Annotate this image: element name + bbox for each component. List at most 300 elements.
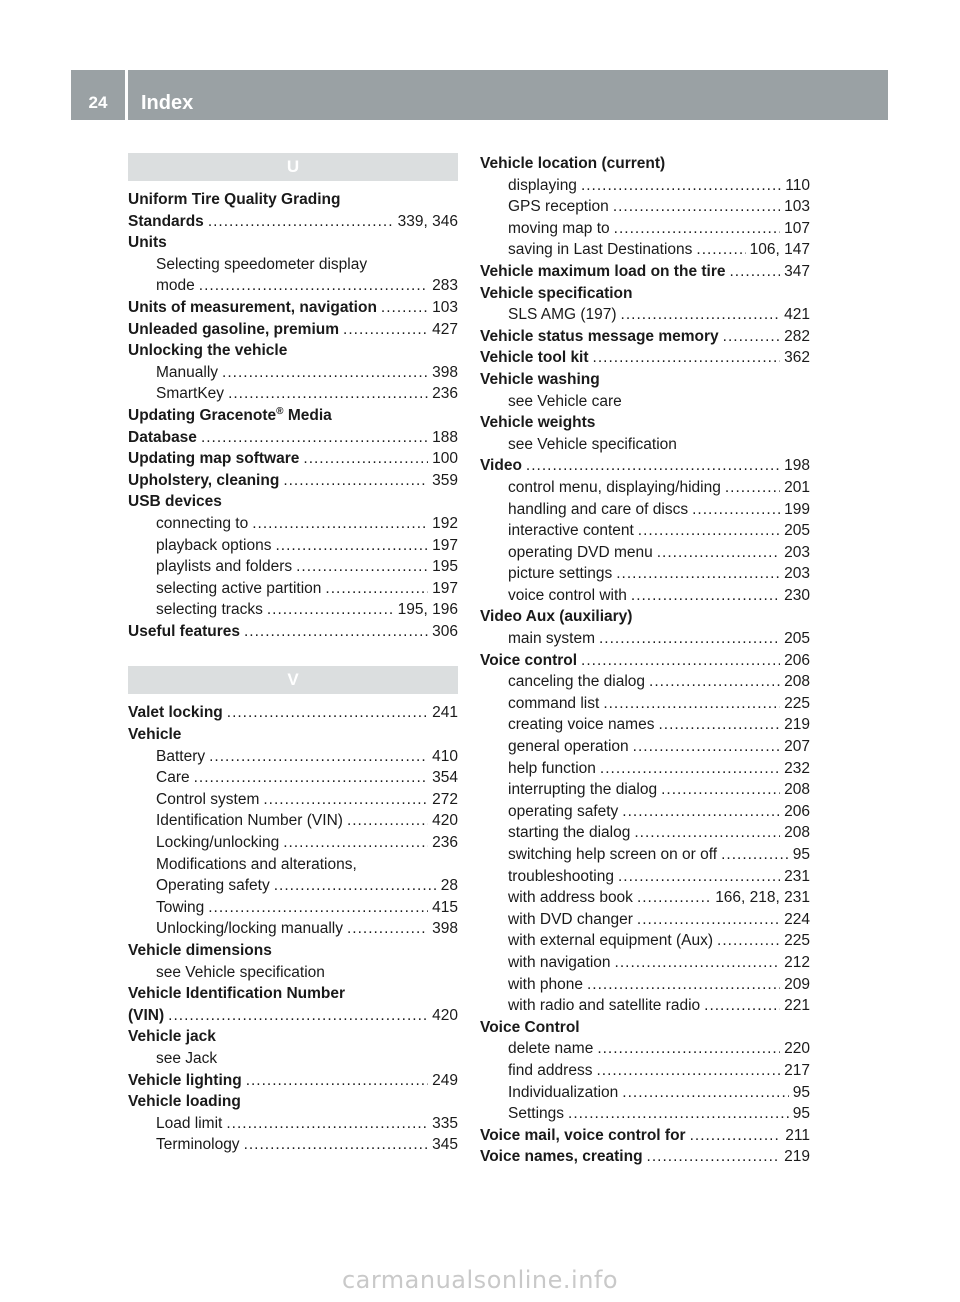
entry-text: creating voice names bbox=[508, 716, 655, 734]
page-ref: 421 bbox=[784, 306, 810, 324]
index-subentry bbox=[480, 1103, 810, 1125]
page-ref: 195 bbox=[432, 558, 458, 576]
index-subtext-text: see Vehicle specification bbox=[508, 435, 677, 453]
index-entry bbox=[128, 702, 458, 724]
index-subentry bbox=[128, 1134, 458, 1156]
index-subentry bbox=[480, 1082, 810, 1104]
page-ref: 410 bbox=[432, 747, 458, 765]
index-subentry bbox=[480, 1060, 810, 1082]
entry-text: Useful features bbox=[128, 622, 240, 640]
entry-text: picture settings bbox=[508, 565, 613, 583]
index-subentry bbox=[128, 832, 458, 854]
index-heading bbox=[128, 232, 458, 254]
page-ref: 103 bbox=[432, 298, 458, 316]
dot-leader bbox=[621, 304, 781, 326]
page-ref: 217 bbox=[784, 1061, 810, 1079]
page-ref: 95 bbox=[792, 1105, 810, 1123]
entry-text: interactive content bbox=[508, 522, 634, 540]
dot-leader bbox=[252, 513, 428, 535]
entry-text: Vehicle lighting bbox=[128, 1071, 242, 1089]
index-heading-text: Voice Control bbox=[480, 1018, 580, 1036]
index-subentry bbox=[128, 897, 458, 919]
entry-text: with external equipment (Aux) bbox=[508, 932, 714, 950]
entry-text: (VIN) bbox=[128, 1006, 165, 1024]
entry-text: with address book bbox=[508, 889, 633, 907]
entry-text: with radio and satellite radio bbox=[508, 997, 701, 1015]
page-ref: 427 bbox=[432, 320, 458, 338]
index-heading bbox=[128, 405, 458, 427]
index-subentry bbox=[480, 779, 810, 801]
entry-text: Individualization bbox=[508, 1083, 619, 1101]
entry-text: Vehicle maximum load on the tire bbox=[480, 262, 726, 280]
dot-leader bbox=[568, 1103, 789, 1125]
header-separator bbox=[125, 70, 128, 120]
index-subentry bbox=[480, 671, 810, 693]
index-subentry bbox=[128, 362, 458, 384]
dot-leader bbox=[596, 1060, 780, 1082]
index-subentry bbox=[128, 746, 458, 768]
page-ref: 100 bbox=[432, 450, 458, 468]
index-heading bbox=[128, 724, 458, 746]
index-entry bbox=[480, 326, 810, 348]
entry-text: Voice names, creating bbox=[480, 1148, 643, 1166]
index-entry bbox=[480, 1146, 810, 1168]
dot-leader bbox=[263, 789, 428, 811]
dot-leader bbox=[201, 427, 428, 449]
page-ref: 205 bbox=[784, 630, 810, 648]
entry-text: Care bbox=[156, 769, 190, 787]
page-ref: 208 bbox=[784, 673, 810, 691]
dot-leader bbox=[725, 477, 780, 499]
index-entry bbox=[480, 1125, 810, 1147]
dot-leader bbox=[618, 866, 780, 888]
entry-text: Vehicle tool kit bbox=[480, 349, 589, 367]
index-subentry bbox=[480, 844, 810, 866]
page-ref: 231 bbox=[784, 867, 810, 885]
index-heading bbox=[128, 1091, 458, 1113]
entry-text: Vehicle status message memory bbox=[480, 327, 719, 345]
index-subentry bbox=[480, 930, 810, 952]
index-heading bbox=[480, 1017, 810, 1039]
page-ref: 420 bbox=[432, 1006, 458, 1024]
page-ref: 220 bbox=[784, 1040, 810, 1058]
entry-text: Units of measurement, navigation bbox=[128, 298, 377, 316]
entry-text: selecting tracks bbox=[156, 601, 263, 619]
index-subentry bbox=[480, 218, 810, 240]
dot-leader bbox=[704, 995, 780, 1017]
entry-text: Locking/unlocking bbox=[156, 834, 280, 852]
index-subentry bbox=[480, 1038, 810, 1060]
entry-text: Towing bbox=[156, 898, 205, 916]
index-subentry bbox=[480, 714, 810, 736]
entry-text: playlists and folders bbox=[156, 558, 293, 576]
index-heading bbox=[480, 283, 810, 305]
dot-leader bbox=[690, 1125, 782, 1147]
dot-leader bbox=[581, 650, 780, 672]
dot-leader bbox=[296, 556, 428, 578]
index-subentry bbox=[480, 196, 810, 218]
dot-leader bbox=[696, 239, 745, 261]
dot-leader bbox=[730, 261, 781, 283]
index-heading-text: Vehicle jack bbox=[128, 1028, 216, 1046]
dot-leader bbox=[274, 875, 437, 897]
index-heading-text: Unlocking the vehicle bbox=[128, 342, 288, 360]
page-ref: 306 bbox=[432, 622, 458, 640]
entry-text: general operation bbox=[508, 738, 629, 756]
index-subentry bbox=[128, 578, 458, 600]
index-subentry bbox=[480, 175, 810, 197]
dot-leader bbox=[347, 810, 428, 832]
dot-leader bbox=[283, 470, 428, 492]
dot-leader bbox=[614, 218, 780, 240]
index-subentry bbox=[128, 789, 458, 811]
page-ref: 197 bbox=[432, 579, 458, 597]
page-ref: 219 bbox=[784, 716, 810, 734]
index-subentry bbox=[128, 918, 458, 940]
dot-leader bbox=[649, 671, 780, 693]
dot-leader bbox=[194, 767, 429, 789]
index-heading bbox=[128, 1026, 458, 1048]
index-subtext-text: see Vehicle specification bbox=[156, 963, 325, 981]
page-ref: 110 bbox=[785, 176, 810, 194]
dot-leader bbox=[283, 832, 428, 854]
entry-text: starting the dialog bbox=[508, 824, 631, 842]
index-column-right bbox=[480, 153, 810, 1168]
page-ref: 192 bbox=[432, 514, 458, 532]
dot-leader bbox=[244, 621, 428, 643]
index-heading bbox=[128, 340, 458, 362]
index-subtext bbox=[128, 1048, 458, 1070]
entry-text: find address bbox=[508, 1061, 593, 1079]
dot-leader bbox=[381, 297, 428, 319]
entry-text: help function bbox=[508, 759, 596, 777]
index-entry bbox=[480, 347, 810, 369]
entry-text: Unlocking/locking manually bbox=[156, 920, 343, 938]
page-ref: 106, 147 bbox=[749, 241, 810, 259]
entry-text: playback options bbox=[156, 536, 272, 554]
index-heading-text: Vehicle bbox=[128, 726, 182, 744]
index-column-left bbox=[128, 153, 458, 1156]
dot-leader bbox=[222, 362, 428, 384]
index-subentry bbox=[480, 995, 810, 1017]
page-ref: 283 bbox=[432, 277, 458, 295]
dot-leader bbox=[622, 801, 780, 823]
index-entry bbox=[128, 1005, 458, 1027]
dot-leader bbox=[723, 326, 780, 348]
index-subentry bbox=[480, 563, 810, 585]
index-heading bbox=[128, 983, 458, 1005]
page-ref: 206 bbox=[784, 651, 810, 669]
dot-leader bbox=[303, 448, 428, 470]
page-ref: 208 bbox=[784, 781, 810, 799]
dot-leader bbox=[343, 319, 428, 341]
index-heading-text: Uniform Tire Quality Grading bbox=[128, 191, 341, 208]
entry-text: with phone bbox=[508, 975, 583, 993]
dot-leader bbox=[168, 1005, 428, 1027]
page-ref: 195, 196 bbox=[397, 601, 458, 619]
dot-leader bbox=[244, 1134, 429, 1156]
index-subentry bbox=[480, 693, 810, 715]
dot-leader bbox=[226, 1113, 428, 1135]
dot-leader bbox=[199, 275, 428, 297]
index-subentry bbox=[128, 1113, 458, 1135]
index-subentry bbox=[128, 810, 458, 832]
index-subtext-text: Selecting speedometer display bbox=[156, 255, 368, 273]
entry-text: control menu, displaying/hiding bbox=[508, 478, 721, 496]
index-subentry bbox=[480, 628, 810, 650]
entry-text: Identification Number (VIN) bbox=[156, 812, 343, 830]
index-entry bbox=[480, 650, 810, 672]
index-entry bbox=[128, 211, 458, 233]
page-ref: 188 bbox=[432, 428, 458, 446]
page-ref: 347 bbox=[784, 262, 810, 280]
index-subentry bbox=[128, 535, 458, 557]
index-subentry bbox=[480, 758, 810, 780]
entry-text: moving map to bbox=[508, 219, 610, 237]
dot-leader bbox=[647, 1146, 781, 1168]
index-heading bbox=[128, 189, 458, 211]
page-ref: 224 bbox=[784, 910, 810, 928]
dot-leader bbox=[613, 196, 780, 218]
page-ref: 205 bbox=[784, 522, 810, 540]
entry-text: Terminology bbox=[156, 1136, 240, 1154]
index-entry bbox=[128, 297, 458, 319]
page-title: Index bbox=[141, 92, 194, 114]
page-ref: 230 bbox=[784, 586, 810, 604]
entry-text: Operating safety bbox=[156, 877, 270, 895]
page-ref: 339, 346 bbox=[397, 212, 458, 230]
page-ref: 203 bbox=[784, 543, 810, 561]
dot-leader bbox=[600, 758, 780, 780]
page-ref: 362 bbox=[784, 349, 810, 367]
index-subentry bbox=[128, 513, 458, 535]
dot-leader bbox=[615, 952, 781, 974]
entry-text: Unleaded gasoline, premium bbox=[128, 320, 340, 338]
page-ref: 398 bbox=[432, 363, 458, 381]
page-ref: 236 bbox=[432, 834, 458, 852]
entry-text: Load limit bbox=[156, 1114, 223, 1132]
index-heading bbox=[480, 153, 810, 175]
entry-text: GPS reception bbox=[508, 198, 609, 216]
section-letter: V bbox=[128, 666, 458, 694]
entry-text: command list bbox=[508, 694, 600, 712]
index-entry bbox=[128, 470, 458, 492]
index-subentry bbox=[480, 520, 810, 542]
page-ref: 208 bbox=[784, 824, 810, 842]
entry-text: Valet locking bbox=[128, 704, 223, 722]
page-ref: 249 bbox=[432, 1071, 458, 1089]
index-subentry bbox=[128, 875, 458, 897]
entry-text: delete name bbox=[508, 1040, 594, 1058]
page-ref: 166, 218, 231 bbox=[715, 889, 810, 907]
dot-leader bbox=[622, 1082, 788, 1104]
watermark: carmanualsonline.info bbox=[341, 1266, 619, 1294]
entry-text: Standards bbox=[128, 212, 204, 230]
index-subtext-text: Modifications and alterations, bbox=[156, 855, 357, 873]
dot-leader bbox=[637, 887, 711, 909]
page-ref: 95 bbox=[792, 846, 810, 863]
entry-text: saving in Last Destinations bbox=[508, 241, 693, 259]
index-heading bbox=[128, 491, 458, 513]
dot-leader bbox=[209, 746, 428, 768]
dot-leader bbox=[661, 779, 780, 801]
dot-leader bbox=[633, 736, 780, 758]
page-ref: 103 bbox=[784, 198, 810, 216]
page-ref: 107 bbox=[784, 219, 810, 237]
index-heading bbox=[480, 369, 810, 391]
page-ref: 219 bbox=[784, 1148, 810, 1166]
page-ref: 241 bbox=[432, 704, 458, 722]
index-subentry bbox=[480, 542, 810, 564]
dot-leader bbox=[275, 535, 428, 557]
dot-leader bbox=[658, 714, 780, 736]
index-subtext bbox=[480, 391, 810, 413]
dot-leader bbox=[267, 599, 394, 621]
page-ref: 420 bbox=[432, 812, 458, 830]
page-header bbox=[71, 70, 888, 120]
dot-leader bbox=[631, 585, 780, 607]
dot-leader bbox=[657, 542, 780, 564]
page-ref: 415 bbox=[432, 898, 458, 916]
dot-leader bbox=[208, 211, 394, 233]
page-ref: 198 bbox=[784, 457, 810, 475]
index-heading-text: Vehicle washing bbox=[480, 370, 600, 388]
index-heading-text: Vehicle dimensions bbox=[128, 942, 272, 959]
dot-leader bbox=[634, 822, 780, 844]
index-subentry bbox=[480, 974, 810, 996]
index-heading-text: Updating Gracenote® Media bbox=[128, 405, 332, 424]
index-heading-text: Vehicle Identification Number bbox=[128, 985, 346, 1003]
dot-leader bbox=[717, 930, 780, 952]
index-heading-text: Vehicle location (current) bbox=[480, 155, 666, 172]
page-ref: 199 bbox=[784, 500, 810, 518]
index-entry bbox=[128, 621, 458, 643]
index-heading-text: Vehicle loading bbox=[128, 1093, 241, 1111]
entry-text: interrupting the dialog bbox=[508, 781, 658, 799]
index-heading-text: Video Aux (auxiliary) bbox=[480, 608, 633, 626]
index-subentry bbox=[480, 822, 810, 844]
entry-text: Voice mail, voice control for bbox=[480, 1126, 686, 1144]
page-ref: 201 bbox=[784, 478, 810, 496]
page-ref: 272 bbox=[432, 790, 458, 808]
entry-text: Battery bbox=[156, 747, 206, 765]
index-heading bbox=[480, 606, 810, 628]
entry-text: switching help screen on or off bbox=[508, 846, 718, 863]
index-subentry bbox=[480, 801, 810, 823]
page-ref: 359 bbox=[432, 471, 458, 489]
page-ref: 398 bbox=[432, 920, 458, 938]
index-subtext bbox=[128, 854, 458, 876]
index-subtext bbox=[480, 434, 810, 456]
page-ref: 335 bbox=[432, 1114, 458, 1132]
entry-text: Updating map software bbox=[128, 450, 300, 468]
index-subentry bbox=[128, 556, 458, 578]
index-entry bbox=[128, 1070, 458, 1092]
index-subentry bbox=[480, 909, 810, 931]
entry-text: with DVD changer bbox=[508, 910, 633, 928]
index-subentry bbox=[480, 866, 810, 888]
dot-leader bbox=[721, 844, 789, 866]
index-subentry bbox=[480, 952, 810, 974]
page-ref: 207 bbox=[784, 738, 810, 756]
page-ref: 236 bbox=[432, 385, 458, 403]
index-heading-text: Vehicle weights bbox=[480, 414, 596, 432]
index-heading bbox=[480, 412, 810, 434]
dot-leader bbox=[246, 1070, 428, 1092]
index-subtext-text: see Vehicle care bbox=[508, 392, 622, 410]
index-subentry bbox=[128, 383, 458, 405]
entry-text: displaying bbox=[508, 176, 577, 194]
entry-text: operating DVD menu bbox=[508, 543, 653, 561]
dot-leader bbox=[597, 1038, 780, 1060]
index-subentry bbox=[480, 736, 810, 758]
page-ref: 221 bbox=[784, 997, 810, 1015]
dot-leader bbox=[593, 347, 781, 369]
index-subentry bbox=[480, 477, 810, 499]
index-subentry bbox=[128, 767, 458, 789]
dot-leader bbox=[347, 918, 428, 940]
entry-text: with navigation bbox=[508, 953, 611, 971]
index-subentry bbox=[480, 585, 810, 607]
dot-leader bbox=[227, 702, 428, 724]
dot-leader bbox=[228, 383, 428, 405]
index-heading-text: Vehicle specification bbox=[480, 284, 633, 302]
page-ref: 345 bbox=[432, 1136, 458, 1154]
dot-leader bbox=[603, 693, 780, 715]
page-ref: 209 bbox=[784, 975, 810, 993]
dot-leader bbox=[325, 578, 428, 600]
entry-text: voice control with bbox=[508, 586, 627, 604]
entry-text: mode bbox=[156, 277, 195, 295]
page-ref: 225 bbox=[784, 694, 810, 712]
index-heading-text: USB devices bbox=[128, 493, 222, 511]
page-ref: 28 bbox=[440, 877, 458, 895]
entry-text: Database bbox=[128, 428, 197, 446]
entry-text: connecting to bbox=[156, 514, 249, 532]
index-entry bbox=[128, 319, 458, 341]
page-ref: 232 bbox=[784, 759, 810, 777]
page-ref: 211 bbox=[785, 1126, 810, 1144]
entry-text: troubleshooting bbox=[508, 867, 614, 885]
entry-text: SmartKey bbox=[156, 385, 225, 403]
dot-leader bbox=[208, 897, 428, 919]
page-ref: 95 bbox=[792, 1083, 810, 1101]
entry-text: Control system bbox=[156, 790, 260, 808]
entry-text: selecting active partition bbox=[156, 579, 322, 597]
index-heading-text: Units bbox=[128, 234, 167, 252]
dot-leader bbox=[526, 455, 780, 477]
index-entry bbox=[128, 448, 458, 470]
entry-text: handling and care of discs bbox=[508, 500, 689, 518]
dot-leader bbox=[692, 499, 780, 521]
entry-text: SLS AMG (197) bbox=[508, 306, 617, 324]
page-number: 24 bbox=[88, 93, 108, 112]
page-ref: 354 bbox=[432, 769, 458, 787]
dot-leader bbox=[581, 175, 781, 197]
entry-text: Settings bbox=[508, 1105, 565, 1123]
section-gap bbox=[128, 642, 458, 666]
page-ref: 225 bbox=[784, 932, 810, 950]
index-entry bbox=[128, 427, 458, 449]
dot-leader bbox=[616, 563, 780, 585]
entry-text: Manually bbox=[156, 363, 219, 381]
entry-text: Video bbox=[480, 457, 522, 475]
entry-text: Voice control bbox=[480, 651, 578, 669]
index-subentry bbox=[480, 499, 810, 521]
index-subentry bbox=[128, 599, 458, 621]
page-ref: 197 bbox=[432, 536, 458, 554]
entry-text: canceling the dialog bbox=[508, 673, 646, 691]
